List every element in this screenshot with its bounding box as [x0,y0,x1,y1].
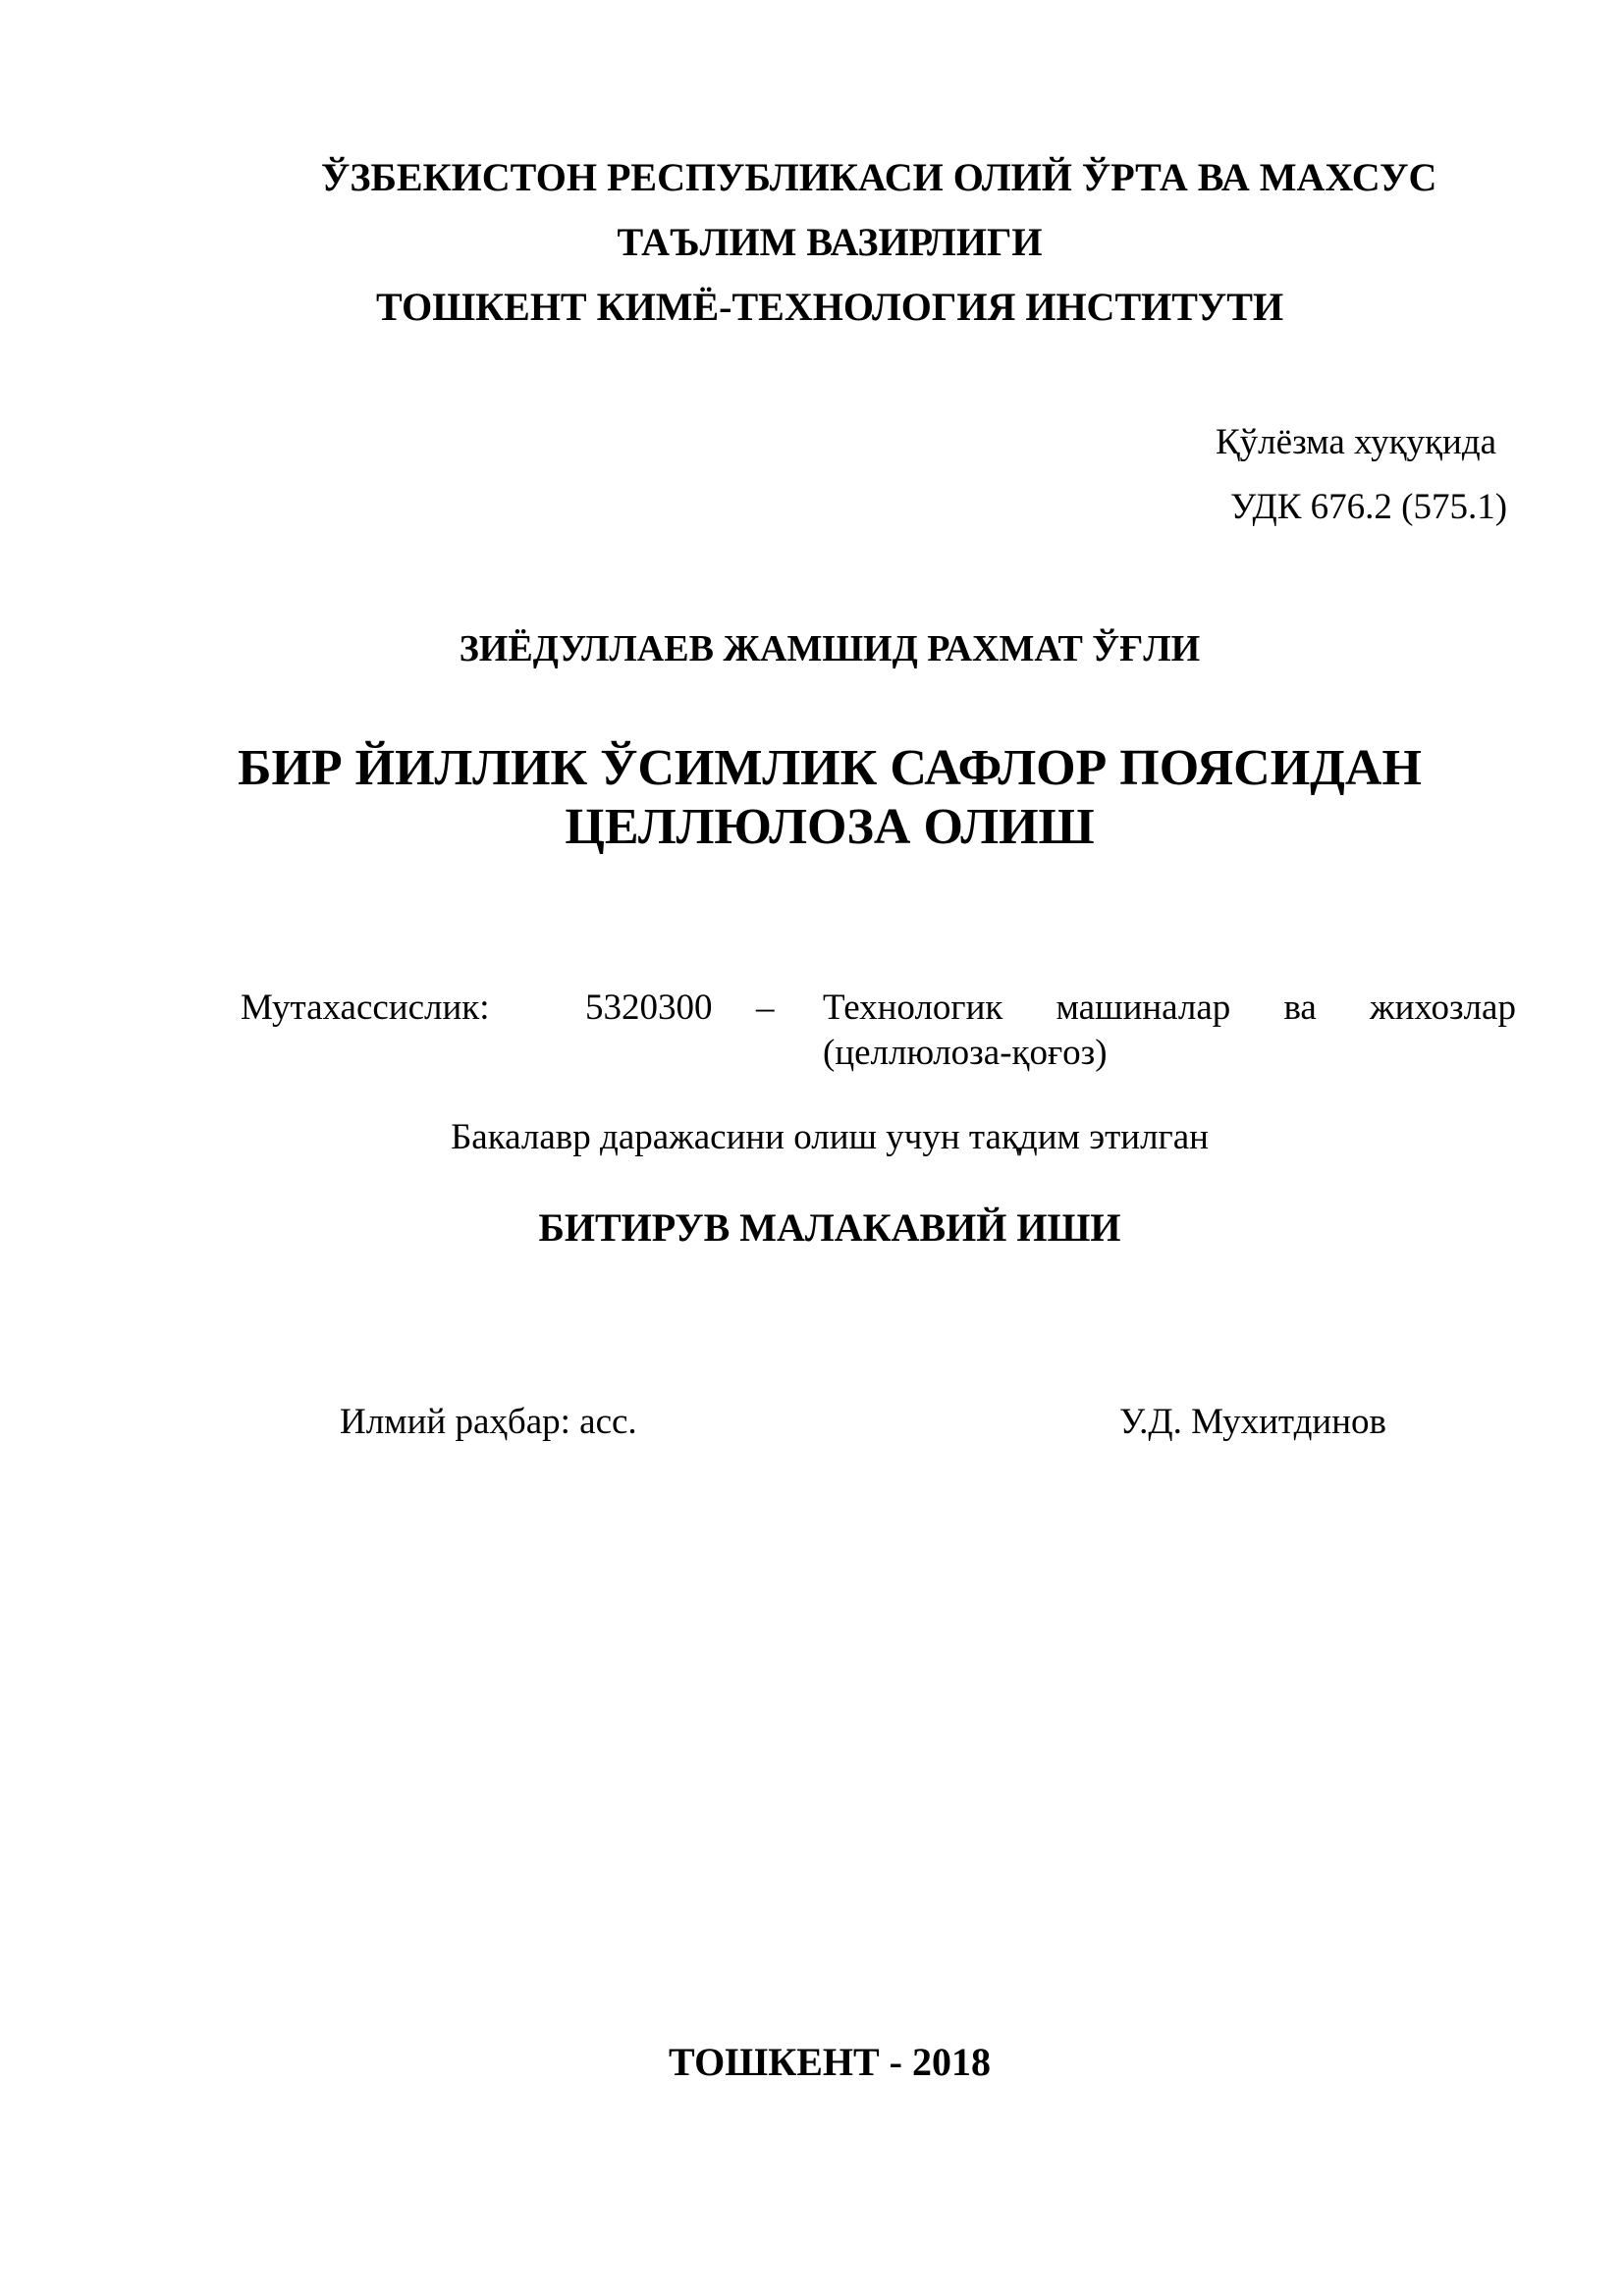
degree-statement: Бакалавр даражасини олиш учун тақдим этилган [451,1117,1209,1157]
manuscript-rights-note: Қўлёзма хуқуқида [1216,422,1497,462]
specialty-description-line-2: (целлюлоза-қоғоз) [823,1033,1108,1073]
udk-code: УДК 676.2 (575.1) [1230,487,1508,527]
specialty-word: машиналар [1056,988,1231,1028]
specialty-word: Технологик [823,988,1003,1028]
work-type: БИТИРУВ МАЛАКАВИЙ ИШИ [538,1205,1121,1250]
thesis-title-line-1: БИР ЙИЛЛИК ЎСИМЛИК САФЛОР ПОЯСИДАН [238,740,1422,796]
ministry-line-1: ЎЗБЕКИСТОН РЕСПУБЛИКАСИ ОЛИЙ ЎРТА ВА МАХСУС [321,155,1437,199]
specialty-dash: – [756,988,775,1028]
specialty-word: ва [1283,988,1317,1028]
institute-name: ТОШКЕНТ КИМЁ-ТЕХНОЛОГИЯ ИНСТИТУТИ [375,285,1284,329]
specialty-word: жихозлар [1370,988,1516,1028]
specialty-code: 5320300 [585,988,713,1028]
ministry-line-2: ТАЪЛИМ ВАЗИРЛИГИ [617,220,1043,264]
supervisor-label: Илмий раҳбар: асс. [340,1402,637,1442]
city-year: ТОШКЕНТ - 2018 [669,2040,991,2084]
specialty-label: Мутахассислик: [241,988,490,1028]
specialty-description [823,984,1516,1033]
supervisor-name: У.Д. Мухитдинов [1119,1402,1387,1442]
thesis-title-line-2: ЦЕЛЛЮЛОЗА ОЛИШ [565,799,1095,855]
author-name: ЗИЁДУЛЛАЕВ ЖАМШИД РАХМАТ ЎҒЛИ [459,628,1201,669]
